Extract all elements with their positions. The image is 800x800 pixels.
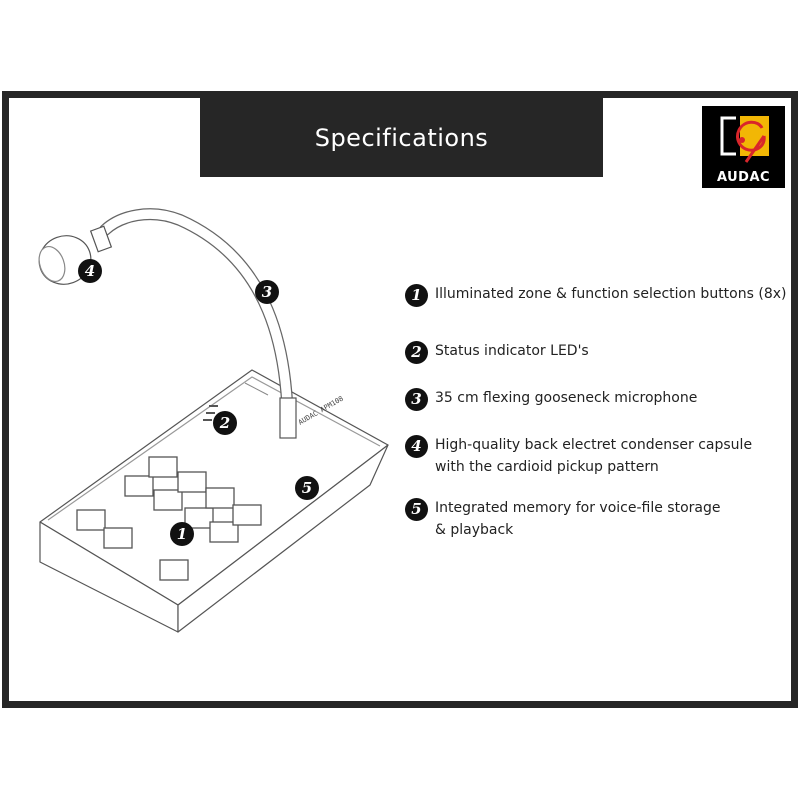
audac-logo-mark-icon — [702, 106, 785, 168]
key — [178, 472, 206, 492]
panel-model-label: AUDAC APM108 — [297, 394, 345, 427]
key — [233, 505, 261, 525]
spec-item-1 — [405, 283, 786, 307]
page-title: Specifications — [314, 123, 489, 152]
spec-text: High-quality back electret condenser capsule with the cardioid pickup pattern — [435, 437, 753, 475]
spec-text: Integrated memory for voice-file storage & playback — [435, 500, 721, 538]
spec-number-badge: 4 — [405, 435, 428, 458]
callout-1: 1 — [170, 522, 194, 546]
spec-item-5 — [405, 497, 720, 541]
spec-item-3 — [405, 387, 697, 411]
callout-4: 4 — [78, 259, 102, 283]
spec-item-4 — [405, 434, 752, 478]
spec-text: Illuminated zone & function selection buttons (8x) — [435, 286, 787, 302]
status-led — [206, 412, 215, 414]
spec-number-badge: 3 — [405, 388, 428, 411]
title-band — [200, 98, 603, 177]
status-led — [203, 419, 212, 421]
spec-item-2 — [405, 340, 589, 364]
microphone-head — [32, 226, 111, 291]
status-led — [209, 405, 218, 407]
spec-number-badge: 2 — [405, 341, 428, 364]
logo-wordmark: AUDAC — [716, 170, 771, 185]
key — [77, 510, 105, 530]
key — [154, 490, 182, 510]
key — [125, 476, 153, 496]
callout-3: 3 — [255, 280, 279, 304]
spec-text: 35 cm flexing gooseneck microphone — [435, 390, 698, 406]
spec-number-badge: 1 — [405, 284, 428, 307]
callout-2: 2 — [213, 411, 237, 435]
key — [160, 560, 188, 580]
key — [206, 488, 234, 508]
callout-5: 5 — [295, 476, 319, 500]
spec-number-badge: 5 — [405, 498, 428, 521]
gooseneck-collar — [280, 398, 296, 438]
key — [104, 528, 132, 548]
spec-text: Status indicator LED's — [435, 343, 589, 359]
audac-logo — [702, 106, 785, 188]
key — [149, 457, 177, 477]
